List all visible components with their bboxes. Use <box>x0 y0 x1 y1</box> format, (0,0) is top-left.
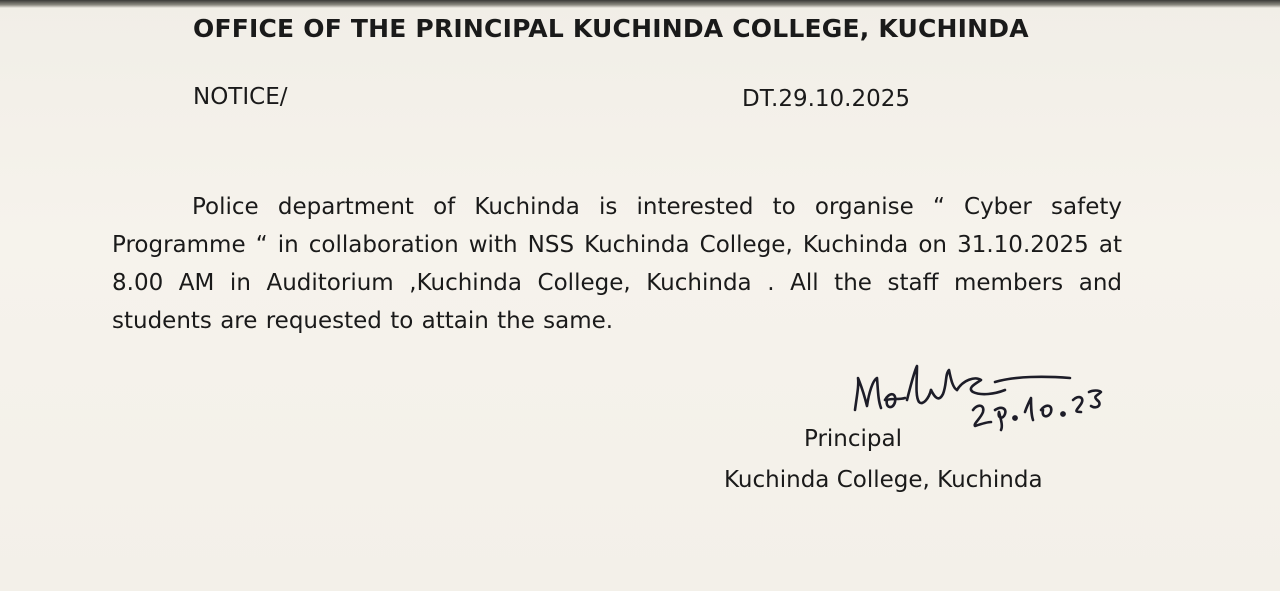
notice-date: DT.29.10.2025 <box>742 86 911 112</box>
signatory-title: Principal <box>804 426 903 452</box>
signatory-organization: Kuchinda College, Kuchinda <box>724 467 1043 493</box>
office-heading: OFFICE OF THE PRINCIPAL KUCHINDA COLLEGE, KUCHINDA <box>193 14 1029 43</box>
signature-icon <box>845 340 1120 435</box>
notice-body: Police department of Kuchinda is interested to organise “ Cyber safety Programme “ in collaboration with NSS Kuchinda College, Kuchinda on 31.10.2025 at 8.00 AM in Auditorium ,Kuchinda College, Kuchinda . All the staff members and students are requested to attain the same. <box>112 194 1122 334</box>
paper-top-edge <box>0 0 1280 8</box>
notice-reference: NOTICE/ <box>193 84 288 110</box>
handwritten-signature <box>845 340 1120 435</box>
